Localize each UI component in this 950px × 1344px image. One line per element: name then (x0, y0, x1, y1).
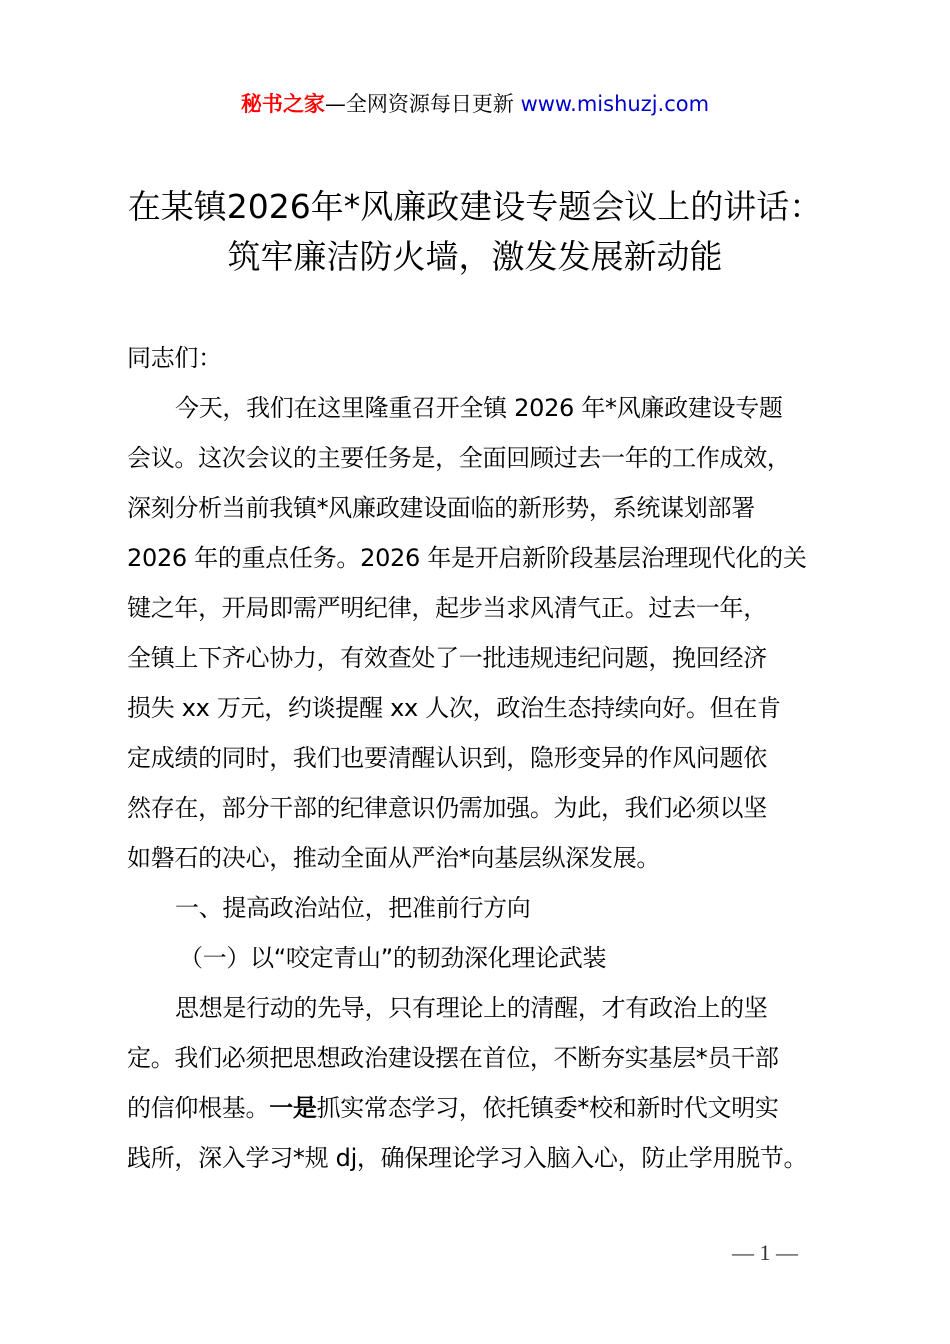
text-run: 的信仰根基。 (127, 1094, 270, 1122)
paragraph-line: 思想是行动的先导，只有理论上的清醒，才有政治上的坚 (175, 994, 768, 1022)
paragraph-line (127, 1083, 837, 1133)
paragraph-line: 定。我们必须把思想政治建设摆在首位，不断夯实基层*员干部 (127, 1044, 779, 1072)
page-number: — 1 — (732, 1240, 798, 1265)
paragraph-line: 今天，我们在这里隆重召开全镇 2026 年*风廉政建设专题 (175, 394, 783, 422)
paragraph-line: 损失 xx 万元，约谈提醒 xx 人次，政治生态持续向好。但在肯 (127, 694, 781, 722)
document-title (0, 182, 950, 282)
document-body (127, 333, 837, 1183)
header-tagline: —全网资源每日更新 (324, 92, 521, 116)
paragraph-line: 然存在，部分干部的纪律意识仍需加强。为此，我们必须以坚 (127, 794, 767, 822)
subsection-heading: （一）以“咬定青山”的韧劲深化理论武装 (179, 944, 607, 972)
brand-name: 秘书之家 (240, 92, 325, 116)
text-run: 抓实常态学习，依托镇委*校和新时代文明实 (316, 1094, 779, 1122)
title-line-1: 在某镇2026年*风廉政建设专题会议上的讲话： (127, 187, 823, 226)
site-header (0, 88, 950, 120)
title-line-2: 筑牢廉洁防火墙，激发发展新动能 (227, 237, 723, 276)
paragraph-line: 践所，深入学习*规 dj，确保理论学习入脑入心，防止学用脱节。 (127, 1144, 808, 1172)
paragraph-line: 深刻分析当前我镇*风廉政建设面临的新形势，系统谋划部署 (127, 494, 755, 522)
paragraph-line: 定成绩的同时，我们也要清醒认识到，隐形变异的作风问题依 (127, 744, 767, 772)
salutation: 同志们： (127, 344, 222, 372)
paragraph-line: 全镇上下齐心协力，有效查处了一批违规违纪问题，挽回经济 (127, 644, 767, 672)
paragraph-intro (127, 383, 837, 883)
paragraph-line: 如磐石的决心，推动全面从严治*向基层纵深发展。 (127, 844, 661, 872)
paragraph-line: 键之年，开局即需严明纪律，起步当求风清气正。过去一年， (127, 594, 767, 622)
paragraph-line: 2026 年的重点任务。2026 年是开启新阶段基层治理现代化的关 (127, 544, 807, 572)
bold-emphasis: 一是 (269, 1094, 317, 1122)
section-heading: 一、提高政治站位，把准前行方向 (175, 894, 531, 922)
site-url-link[interactable]: www.mishuzj.com (520, 92, 710, 116)
paragraph-line: 会议。这次会议的主要任务是，全面回顾过去一年的工作成效， (127, 444, 791, 472)
paragraph-theory (127, 983, 837, 1183)
